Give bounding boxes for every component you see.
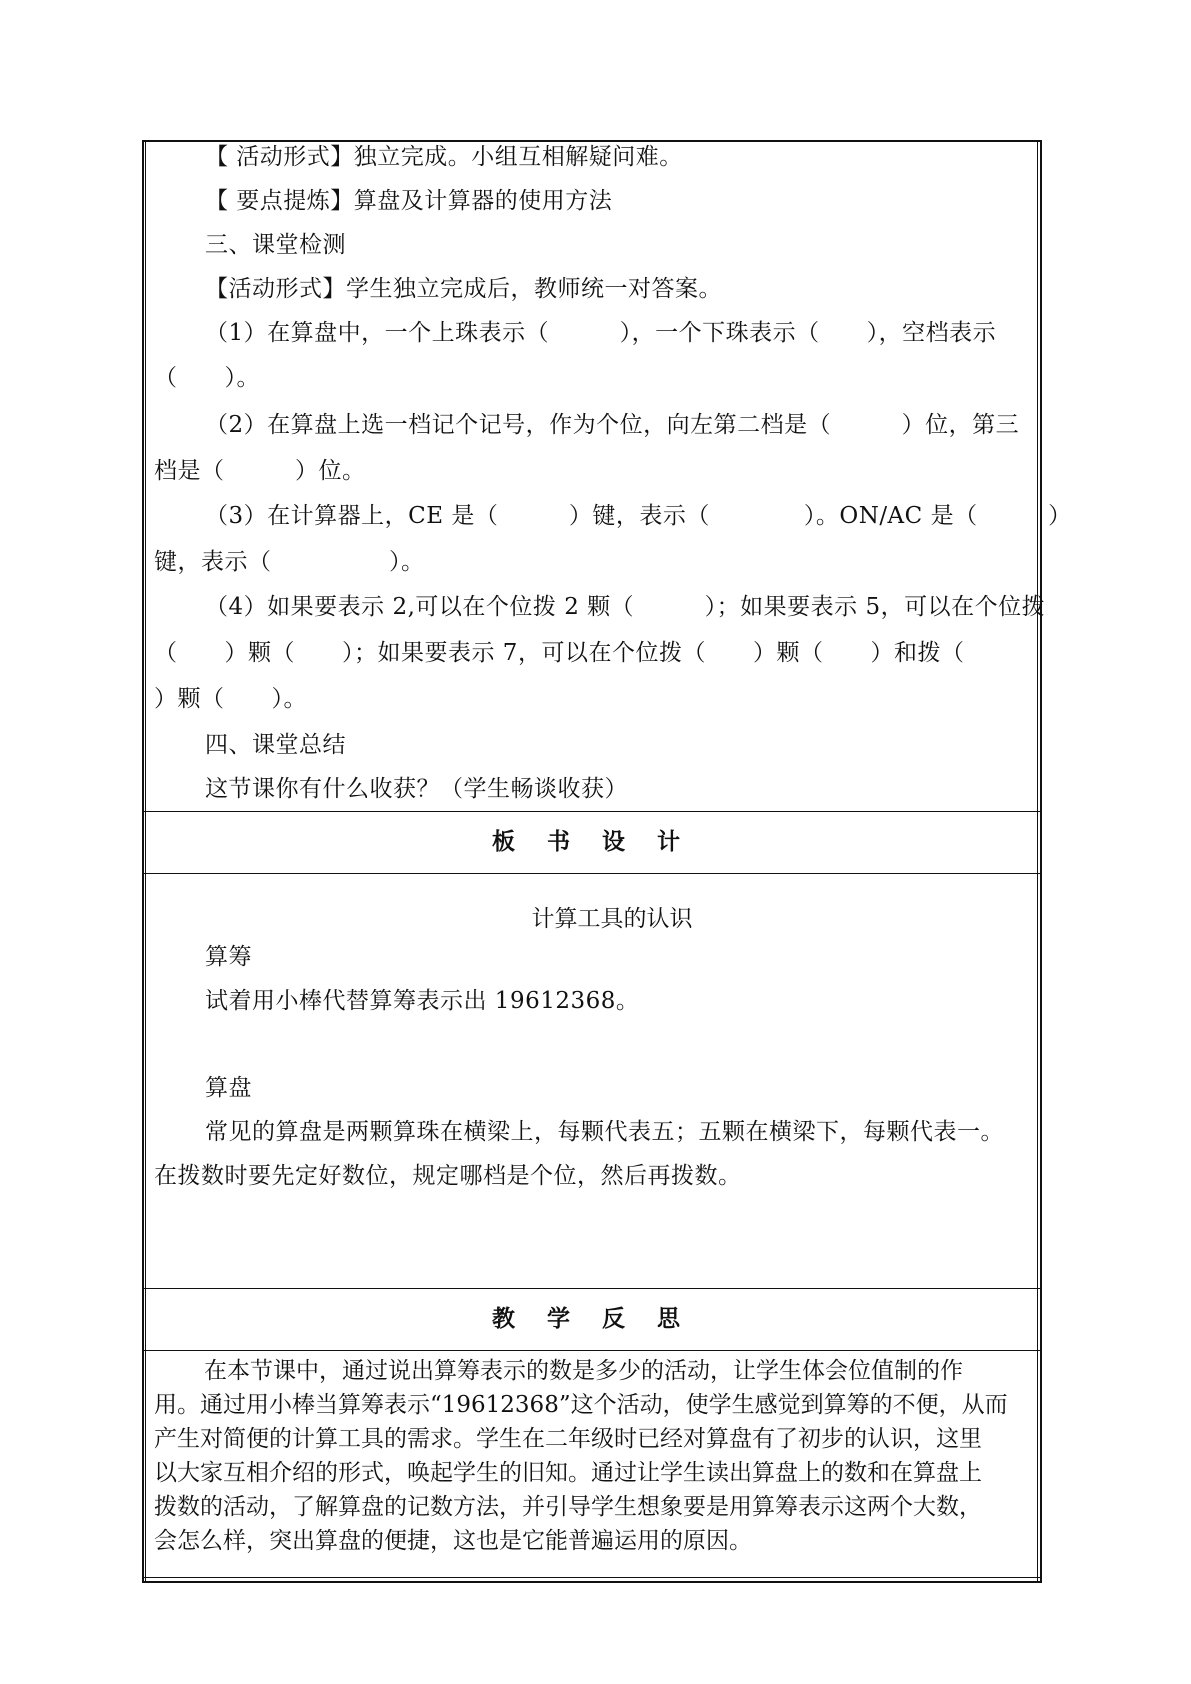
question-3-line-1: （3）在计算器上，CE 是（ ）键，表示（ ）。ON/AC 是（ ）	[205, 503, 1072, 529]
summary-question-line: 这节课你有什么收获？（学生畅谈收获）	[205, 776, 628, 802]
question-1-line-2: （ ）。	[154, 365, 260, 391]
reflection-line: 产生对简便的计算工具的需求。学生在二年级时已经对算盘有了初步的认识，这里	[154, 1426, 982, 1452]
question-2-line-2: 档是（ ）位。	[154, 458, 366, 484]
board-subheading-abacus: 算盘	[205, 1075, 252, 1101]
teaching-reflection-section	[154, 1354, 1034, 1558]
reflection-line: 用。通过用小棒当算筹表示“19612368”这个活动，使学生感觉到算筹的不便，从而	[154, 1392, 1008, 1418]
question-4-line-1: （4）如果要表示 2,可以在个位拨 2 颗（ ）；如果要表示 5，可以在个位拨	[205, 594, 1046, 620]
row-divider	[142, 811, 1042, 812]
table-inner-left-border	[145, 140, 146, 1583]
table-inner-right-border	[1037, 140, 1038, 1583]
table-bottom-inner-border	[142, 1577, 1042, 1578]
reflection-line: 在本节课中，通过说出算筹表示的数是多少的活动，让学生体会位值制的作	[204, 1358, 963, 1384]
reflection-line: 会怎么样，突出算盘的便捷，这也是它能普遍运用的原因。	[154, 1528, 752, 1554]
board-abacus-line-2: 在拨数时要先定好数位，规定哪档是个位，然后再拨数。	[154, 1163, 742, 1189]
row-divider	[142, 873, 1042, 874]
key-points-line: 【 要点提炼】算盘及计算器的使用方法	[205, 188, 613, 214]
test-activity-form-line: 【活动形式】学生独立完成后，教师统一对答案。	[205, 276, 722, 302]
activity-form-line: 【 活动形式】独立完成。小组互相解疑问难。	[205, 144, 683, 170]
reflection-line: 以大家互相介绍的形式，唤起学生的旧知。通过让学生读出算盘上的数和在算盘上	[154, 1460, 982, 1486]
teaching-reflection-heading: 教 学 反 思	[491, 1305, 693, 1332]
section-heading-classroom-test: 三、课堂检测	[205, 232, 346, 258]
board-title: 计算工具的认识	[531, 906, 693, 932]
question-3-line-2: 键，表示（ ）。	[154, 549, 425, 575]
question-2-line-1: （2）在算盘上选一档记个记号，作为个位，向左第二档是（ ）位，第三	[205, 412, 1020, 438]
question-4-line-2: （ ）颗（ ）；如果要表示 7，可以在个位拨（ ）颗（ ）和拨（	[154, 640, 965, 666]
board-abacus-line-1: 常见的算盘是两颗算珠在横梁上，每颗代表五；五颗在横梁下，每颗代表一。	[205, 1119, 1004, 1145]
board-counting-rods-task: 试着用小棒代替算筹表示出 19612368。	[205, 988, 640, 1014]
board-design-heading: 板 书 设 计	[491, 828, 693, 855]
row-divider	[142, 1288, 1042, 1289]
question-1-line-1: （1）在算盘中，一个上珠表示（ ），一个下珠表示（ ），空档表示	[205, 320, 997, 346]
board-subheading-counting-rods: 算筹	[205, 944, 252, 970]
section-heading-summary: 四、课堂总结	[205, 732, 346, 758]
reflection-line: 拨数的活动，了解算盘的记数方法，并引导学生想象要是用算筹表示这两个大数，	[154, 1494, 982, 1520]
row-divider	[142, 1350, 1042, 1351]
question-4-line-3: ）颗（ ）。	[154, 686, 307, 712]
